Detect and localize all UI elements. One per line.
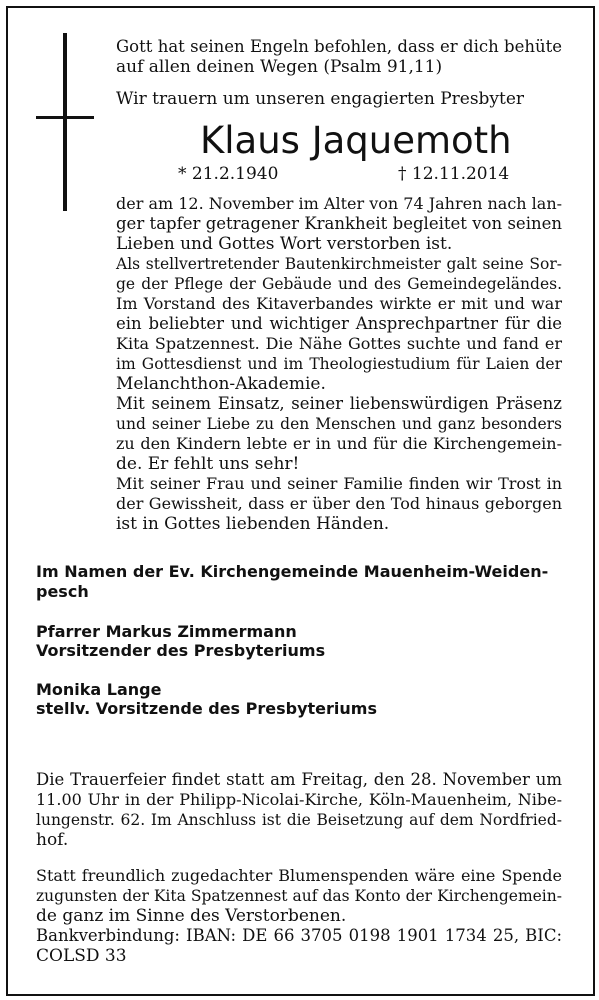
donation-line: Statt freundlich zugedachter Blumenspenden wäre eine Spende — [36, 866, 562, 885]
donation-line: zugunsten der Kita Spatzennest auf das Konto der Kirchengemein- — [36, 887, 562, 905]
body-line: und seiner Liebe zu den Menschen und ganz besonders — [116, 415, 562, 433]
body-line: der Gewissheit, dass er über den Tod hinaus geborgen — [116, 494, 562, 513]
body-line: de. Er fehlt uns sehr! — [116, 454, 300, 474]
signer-pastor-name: Pfarrer Markus Zimmermann — [36, 622, 297, 641]
funeral-line: 11.00 Uhr in der Philipp-Nicolai-Kirche, Köln-Mauenheim, Nibe- — [36, 790, 562, 809]
body-line: Mit seinem Einsatz, seiner liebenswürdigen Präsenz — [116, 394, 562, 413]
body-line: Mit seiner Frau und seiner Familie finden wir Trost in — [116, 474, 562, 493]
birth-date: * 21.2.1940 — [178, 164, 279, 184]
body-line: zu den Kindern lebte er in und für die Kirchengemein- — [116, 434, 562, 453]
funeral-line: hof. — [36, 830, 69, 850]
body-line: im Gottesdienst und im Theologiestudium für Laien der — [116, 355, 562, 373]
body-line: ger tapfer getragener Krankheit begleitet von seinen — [116, 214, 562, 233]
bank-details: Bankverbindung: IBAN: DE 66 3705 0198 1901 1734 25, BIC: — [36, 926, 562, 945]
funeral-line: Die Trauerfeier findet statt am Freitag, den 28. November um — [36, 770, 562, 789]
body-line: Kita Spatzennest. Die Nähe Gottes suchte und fand er — [116, 334, 562, 353]
signer-congregation: pesch — [36, 582, 89, 601]
cross-icon — [63, 33, 67, 211]
cross-icon-bar — [36, 116, 94, 119]
signer-congregation: Im Namen der Ev. Kirchengemeinde Mauenheim-Weiden- — [36, 562, 549, 581]
deceased-name: Klaus Jaquemoth — [200, 119, 512, 162]
body-line: ein beliebter und wichtiger Ansprechpartner für die — [116, 314, 562, 333]
body-line: ist in Gottes liebenden Händen. — [116, 514, 390, 534]
body-line: Melanchthon-Akademie. — [116, 374, 326, 394]
intro-text: Wir trauern um unseren engagierten Presbyter — [116, 89, 525, 109]
body-line: ge der Pflege der Gebäude und des Gemeindegeländes. — [116, 275, 562, 293]
bank-details: COLSD 33 — [36, 946, 127, 966]
body-line: der am 12. November im Alter von 74 Jahren nach lan- — [116, 194, 563, 213]
signer-pastor-role: Vorsitzender des Presbyteriums — [36, 641, 326, 660]
verse-line: auf allen deinen Wegen (Psalm 91,11) — [116, 57, 443, 77]
signer-deputy-role: stellv. Vorsitzende des Presbyteriums — [36, 699, 377, 718]
verse-line: Gott hat seinen Engeln befohlen, dass er dich behüte — [116, 37, 562, 56]
signer-deputy-name: Monika Lange — [36, 680, 162, 699]
funeral-line: lungenstr. 62. Im Anschluss ist die Beisetzung auf dem Nordfried- — [36, 811, 562, 829]
body-line: Lieben und Gottes Wort verstorben ist. — [116, 234, 453, 254]
donation-line: de ganz im Sinne des Verstorbenen. — [36, 906, 347, 926]
death-date: † 12.11.2014 — [398, 164, 510, 184]
body-line: Als stellvertretender Bautenkirchmeister galt seine Sor- — [116, 255, 562, 273]
body-line: Im Vorstand des Kitaverbandes wirkte er mit und war — [116, 294, 562, 313]
